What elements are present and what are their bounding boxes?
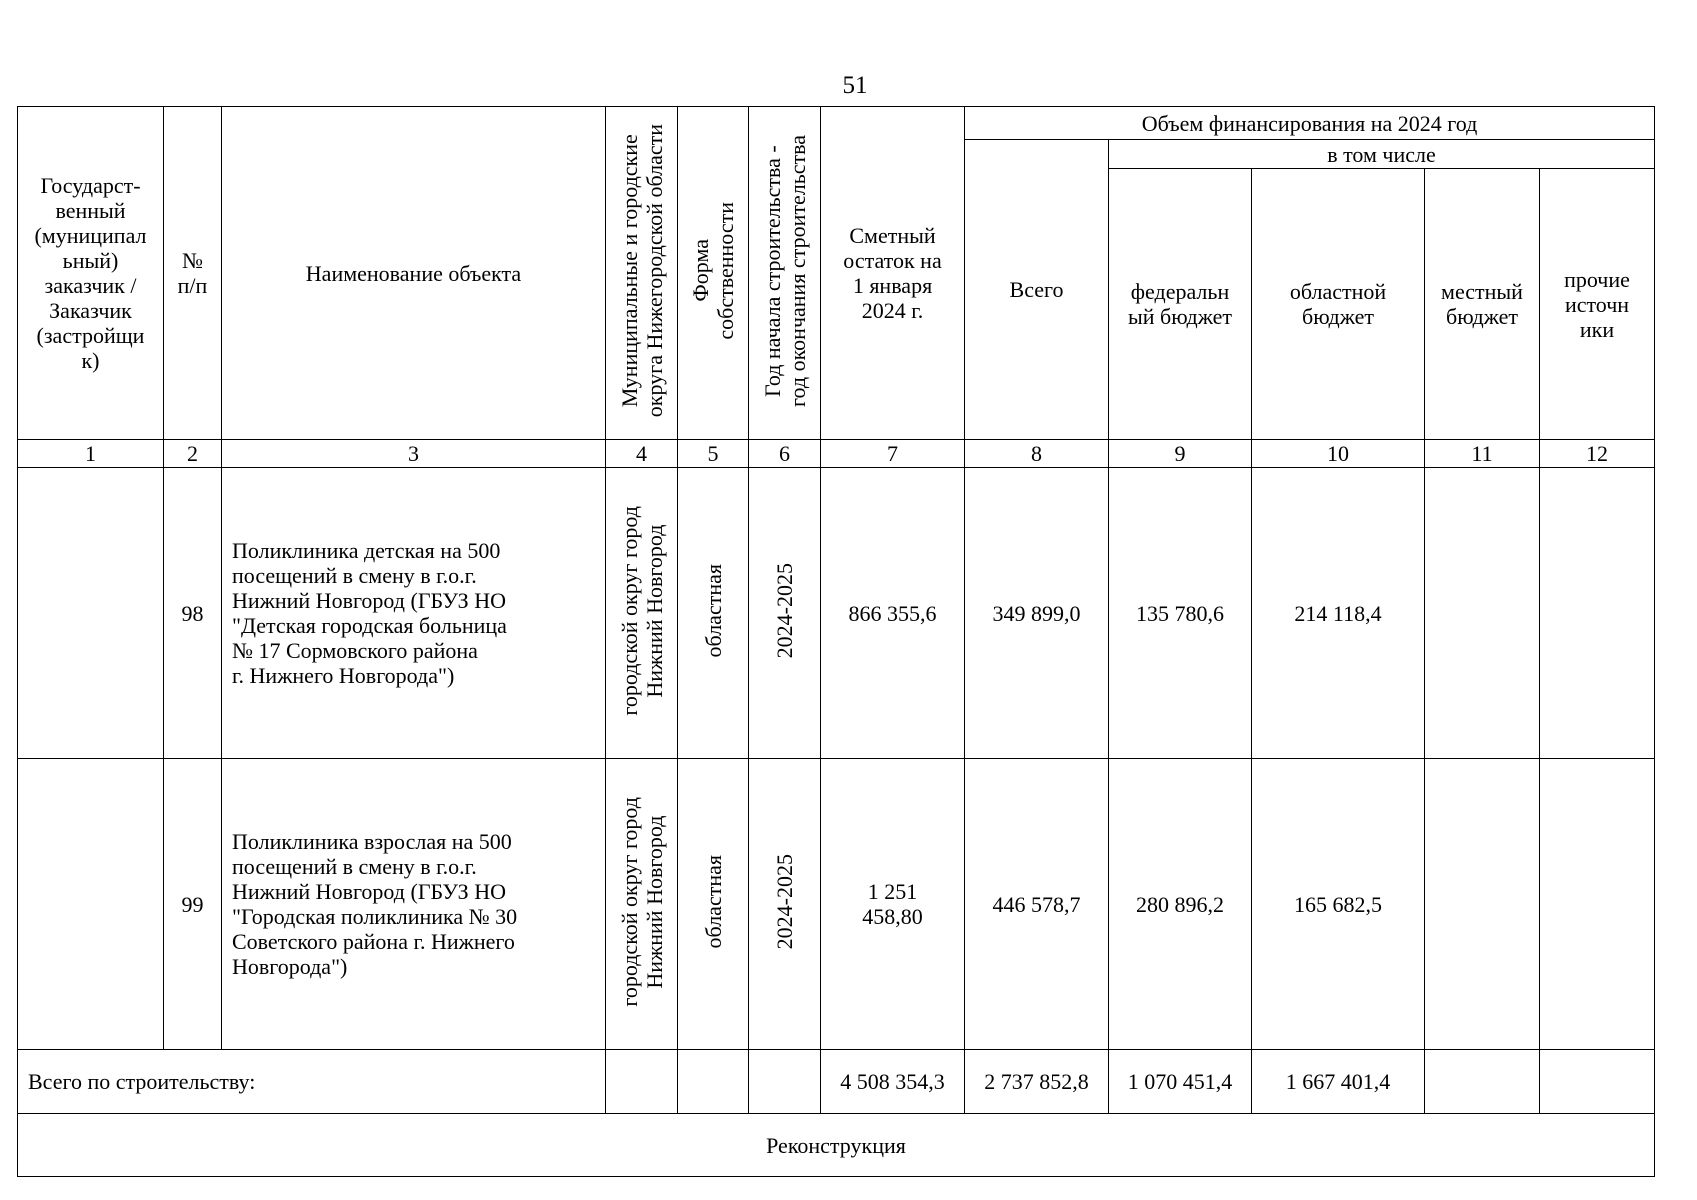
row-municipality: городской округ город Нижний Новгород bbox=[606, 468, 678, 759]
column-number: 12 bbox=[1540, 440, 1655, 468]
table-row bbox=[18, 468, 1655, 759]
totals-empty bbox=[678, 1050, 749, 1114]
section-row bbox=[18, 1114, 1655, 1177]
header-municipality: Муниципальные и городские округа Нижегородской области bbox=[606, 107, 678, 440]
totals-regional: 1 667 401,4 bbox=[1252, 1050, 1425, 1114]
column-number: 1 bbox=[18, 440, 164, 468]
column-number: 9 bbox=[1109, 440, 1252, 468]
header-including: в том числе bbox=[1109, 140, 1655, 169]
row-ownership: областная bbox=[678, 759, 749, 1050]
row-number: 99 bbox=[164, 759, 222, 1050]
header-estimate: Сметный остаток на 1 января 2024 г. bbox=[821, 107, 965, 440]
totals-empty bbox=[1540, 1050, 1655, 1114]
column-number: 3 bbox=[222, 440, 606, 468]
totals-federal: 1 070 451,4 bbox=[1109, 1050, 1252, 1114]
totals-row bbox=[18, 1050, 1655, 1114]
row-regional: 165 682,5 bbox=[1252, 759, 1425, 1050]
column-number: 8 bbox=[965, 440, 1109, 468]
row-total: 349 899,0 bbox=[965, 468, 1109, 759]
header-federal: федеральн ый бюджет bbox=[1109, 169, 1252, 440]
header-years: Год начала строительства - год окончания строительства bbox=[749, 107, 821, 440]
totals-empty bbox=[606, 1050, 678, 1114]
row-total: 446 578,7 bbox=[965, 759, 1109, 1050]
column-number: 4 bbox=[606, 440, 678, 468]
column-number: 2 bbox=[164, 440, 222, 468]
row-federal: 280 896,2 bbox=[1109, 759, 1252, 1050]
column-number: 10 bbox=[1252, 440, 1425, 468]
column-number: 5 bbox=[678, 440, 749, 468]
row-local bbox=[1425, 468, 1540, 759]
row-federal: 135 780,6 bbox=[1109, 468, 1252, 759]
row-number: 98 bbox=[164, 468, 222, 759]
totals-total: 2 737 852,8 bbox=[965, 1050, 1109, 1114]
row-estimate: 1 251 458,80 bbox=[821, 759, 965, 1050]
row-municipality: городской округ город Нижний Новгород bbox=[606, 759, 678, 1050]
header-customer: Государст- венный (муниципал ьный) заказчик / Заказчик (застройщи к) bbox=[18, 107, 164, 440]
financing-table bbox=[17, 106, 1655, 1177]
row-customer bbox=[18, 759, 164, 1050]
row-customer bbox=[18, 468, 164, 759]
column-number: 6 bbox=[749, 440, 821, 468]
row-regional: 214 118,4 bbox=[1252, 468, 1425, 759]
row-other bbox=[1540, 759, 1655, 1050]
row-ownership: областная bbox=[678, 468, 749, 759]
row-estimate: 866 355,6 bbox=[821, 468, 965, 759]
totals-label: Всего по строительству: bbox=[18, 1050, 606, 1114]
section-title: Реконструкция bbox=[18, 1114, 1655, 1177]
totals-empty bbox=[749, 1050, 821, 1114]
table-row bbox=[18, 759, 1655, 1050]
header-number: № п/п bbox=[164, 107, 222, 440]
row-object-name: Поликлиника взрослая на 500 посещений в смену в г.о.г. Нижний Новгород (ГБУЗ НО "Городская поликлиника № 30 Советского района г. Нижнего Новгорода") bbox=[222, 759, 606, 1050]
column-number: 11 bbox=[1425, 440, 1540, 468]
row-years: 2024-2025 bbox=[749, 468, 821, 759]
header-regional: областной бюджет bbox=[1252, 169, 1425, 440]
header-financing: Объем финансирования на 2024 год bbox=[965, 107, 1655, 140]
row-object-name: Поликлиника детская на 500 посещений в смену в г.о.г. Нижний Новгород (ГБУЗ НО "Детская городская больница № 17 Сормовского района г. Нижнего Новгорода") bbox=[222, 468, 606, 759]
row-years: 2024-2025 bbox=[749, 759, 821, 1050]
header-ownership: Форма собственности bbox=[678, 107, 749, 440]
column-number: 7 bbox=[821, 440, 965, 468]
column-numbers-row bbox=[18, 440, 1655, 468]
header-row bbox=[18, 107, 1655, 140]
header-local: местный бюджет bbox=[1425, 169, 1540, 440]
header-other: прочие источн ики bbox=[1540, 169, 1655, 440]
row-local bbox=[1425, 759, 1540, 1050]
totals-empty bbox=[1425, 1050, 1540, 1114]
page-number: 51 bbox=[842, 72, 868, 99]
header-total: Всего bbox=[965, 140, 1109, 440]
row-other bbox=[1540, 468, 1655, 759]
header-object-name: Наименование объекта bbox=[222, 107, 606, 440]
totals-estimate: 4 508 354,3 bbox=[821, 1050, 965, 1114]
